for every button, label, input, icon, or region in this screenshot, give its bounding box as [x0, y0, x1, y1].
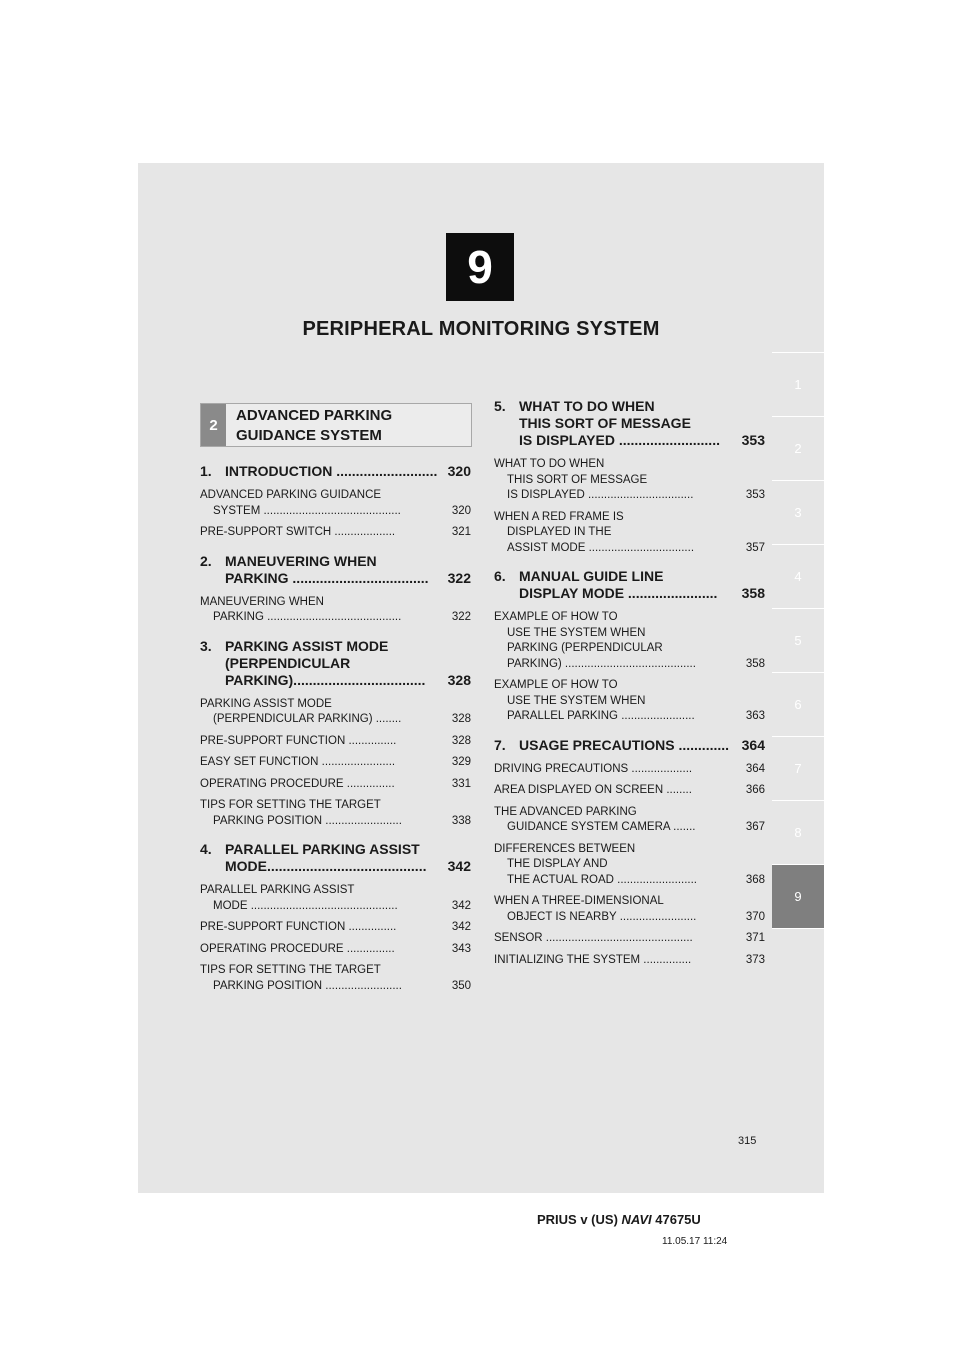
toc-page-number: 358: [741, 585, 765, 601]
toc-page-number: 320: [451, 504, 471, 517]
toc-left-column: [200, 463, 471, 994]
toc-entry[interactable]: [200, 697, 471, 728]
toc-page-number: 368: [745, 873, 765, 886]
toc-heading[interactable]: [200, 638, 471, 689]
toc-entry[interactable]: [200, 755, 471, 771]
section-title-line2: GUIDANCE SYSTEM: [236, 427, 382, 444]
side-tab-6[interactable]: 6: [772, 672, 824, 736]
toc-page-number: 343: [451, 942, 471, 955]
toc-entry[interactable]: [200, 777, 471, 793]
toc-page-number: 364: [741, 736, 765, 753]
toc-heading[interactable]: [494, 568, 765, 602]
toc-entry[interactable]: [494, 510, 765, 557]
toc-page-number: 364: [745, 762, 765, 775]
toc-entry-text: PRE-SUPPORT FUNCTION ...............: [200, 734, 397, 747]
toc-entry-text: OPERATING PROCEDURE ...............: [200, 777, 395, 790]
toc-entry[interactable]: [200, 525, 471, 541]
toc-heading-text: PARKING ASSIST MODE (PERPENDICULAR PARKING)..................................: [225, 637, 426, 688]
toc-page-number: 373: [745, 953, 765, 966]
toc-entry-text: THE ADVANCED PARKING GUIDANCE SYSTEM CAMERA .......: [494, 805, 696, 833]
toc-entry-text: WHEN A RED FRAME IS DISPLAYED IN THE ASSIST MODE .................................: [494, 510, 695, 554]
side-tab-8[interactable]: 8: [772, 800, 824, 864]
toc-heading-number: 7.: [494, 736, 506, 753]
toc-page-number: 367: [745, 821, 765, 833]
toc-entry-text: PRE-SUPPORT FUNCTION ...............: [200, 921, 397, 933]
toc-entry[interactable]: [200, 920, 471, 936]
toc-heading-number: 3.: [200, 637, 212, 654]
section-title-line1: ADVANCED PARKING: [236, 407, 393, 424]
footer-model: [537, 1212, 701, 1227]
toc-page-number: 371: [745, 932, 765, 944]
toc-entry-text: INITIALIZING THE SYSTEM ...............: [494, 953, 692, 966]
toc-entry[interactable]: [494, 842, 765, 889]
toc-entry-text: OPERATING PROCEDURE ...............: [200, 942, 395, 955]
section-number: 2: [201, 404, 226, 446]
toc-entry[interactable]: [200, 883, 471, 914]
side-tab-1[interactable]: 1: [772, 352, 824, 416]
footer-navi: NAVI: [621, 1212, 652, 1227]
toc-heading-number: 1.: [200, 463, 212, 479]
toc-page-number: 370: [745, 910, 765, 923]
toc-page-number: 320: [447, 463, 471, 479]
toc-entry-text: AREA DISPLAYED ON SCREEN ........: [494, 784, 692, 796]
toc-entry[interactable]: [200, 798, 471, 829]
toc-page-number: 350: [451, 979, 471, 992]
toc-entry[interactable]: [200, 488, 471, 519]
page-number: 315: [738, 1135, 757, 1147]
section-title: [236, 406, 392, 446]
toc-page-number: 353: [741, 432, 765, 448]
toc-page-number: 366: [745, 784, 765, 796]
toc-page-number: 329: [451, 756, 471, 768]
toc-entry-text: EXAMPLE OF HOW TO USE THE SYSTEM WHEN PARALLEL PARKING .......................: [494, 679, 695, 722]
toc-entry[interactable]: [494, 953, 765, 969]
toc-entry[interactable]: [200, 595, 471, 626]
toc-heading-number: 6.: [494, 568, 506, 584]
toc-heading-text: WHAT TO DO WHEN THIS SORT OF MESSAGE IS DISPLAYED ..........................: [519, 398, 720, 448]
toc-page-number: 328: [451, 713, 471, 725]
toc-heading-text: PARALLEL PARKING ASSIST MODE.........................................: [225, 841, 427, 874]
toc-heading[interactable]: [494, 737, 765, 754]
toc-entry-text: EASY SET FUNCTION .......................: [200, 756, 396, 768]
toc-entry[interactable]: [494, 457, 765, 504]
toc-page-number: 353: [745, 489, 765, 501]
toc-entry-text: DRIVING PRECAUTIONS ...................: [494, 762, 693, 775]
side-tab-2[interactable]: 2: [772, 416, 824, 480]
toc-page-number: 357: [745, 541, 765, 554]
toc-entry-text: TIPS FOR SETTING THE TARGET PARKING POSITION ........................: [200, 964, 402, 992]
side-tab-5[interactable]: 5: [772, 608, 824, 672]
section-header: [200, 403, 472, 447]
toc-entry-text: ADVANCED PARKING GUIDANCE SYSTEM ...........................................: [200, 489, 401, 517]
footer-code: 47675U: [655, 1212, 701, 1227]
toc-entry[interactable]: [494, 894, 765, 925]
toc-entry-text: WHEN A THREE-DIMENSIONAL OBJECT IS NEARBY ........................: [494, 895, 697, 923]
side-tab-7[interactable]: 7: [772, 736, 824, 800]
toc-entry[interactable]: [494, 610, 765, 672]
toc-page-number: 321: [451, 526, 471, 538]
toc-entry-text: SENSOR ..............................................: [494, 932, 693, 944]
toc-entry-text: WHAT TO DO WHEN THIS SORT OF MESSAGE IS DISPLAYED .................................: [494, 458, 694, 501]
chapter-number-box: 9: [446, 233, 514, 301]
toc-entry[interactable]: [200, 942, 471, 958]
toc-page-number: 322: [447, 569, 471, 586]
toc-heading[interactable]: [200, 463, 471, 480]
toc-heading-number: 2.: [200, 552, 212, 569]
side-tab-3[interactable]: 3: [772, 480, 824, 544]
toc-heading-text: MANEUVERING WHEN PARKING ...................................: [225, 552, 429, 586]
toc-page-number: 328: [451, 734, 471, 747]
toc-page-number: 342: [451, 899, 471, 912]
footer-model-name: PRIUS v (US): [537, 1212, 618, 1227]
toc-heading-text: MANUAL GUIDE LINE DISPLAY MODE .......................: [519, 568, 718, 601]
chapter-side-tabs: [772, 352, 824, 929]
toc-page-number: 331: [451, 777, 471, 790]
toc-entry-text: TIPS FOR SETTING THE TARGET PARKING POSITION ........................: [200, 799, 402, 827]
toc-entry-text: DIFFERENCES BETWEEN THE DISPLAY AND THE ACTUAL ROAD .........................: [494, 842, 697, 886]
toc-entry[interactable]: [494, 762, 765, 778]
toc-entry-text: PARALLEL PARKING ASSIST MODE ..............................................: [200, 884, 398, 912]
chapter-title: PERIPHERAL MONITORING SYSTEM: [302, 318, 660, 340]
side-tab-9[interactable]: 9: [772, 864, 824, 929]
toc-entry-text: PRE-SUPPORT SWITCH ...................: [200, 526, 396, 538]
toc-page-number: 342: [451, 921, 471, 933]
toc-right-column: [494, 398, 765, 968]
toc-heading[interactable]: [200, 553, 471, 587]
toc-page-number: 328: [447, 671, 471, 688]
toc-heading[interactable]: [200, 841, 471, 875]
toc-entry[interactable]: [494, 678, 765, 725]
toc-entry-text: PARKING ASSIST MODE (PERPENDICULAR PARKING) ........: [200, 697, 402, 725]
toc-page-number: 338: [451, 814, 471, 827]
toc-entry[interactable]: [494, 931, 765, 947]
toc-entry[interactable]: [200, 734, 471, 750]
toc-page-number: 358: [745, 657, 765, 670]
toc-heading-text: USAGE PRECAUTIONS .............: [519, 736, 730, 753]
toc-entry[interactable]: [200, 963, 471, 994]
toc-heading-number: 4.: [200, 841, 212, 857]
toc-heading-number: 5.: [494, 398, 506, 414]
toc-heading[interactable]: [494, 398, 765, 449]
toc-entry[interactable]: [494, 783, 765, 799]
toc-page-number: 322: [451, 611, 471, 623]
toc-page-number: 342: [447, 858, 471, 874]
footer-timestamp: 11.05.17 11:24: [662, 1236, 728, 1247]
toc-entry[interactable]: [494, 805, 765, 836]
toc-entry-text: MANEUVERING WHEN PARKING ..........................................: [200, 595, 402, 623]
toc-heading-text: INTRODUCTION ..........................: [225, 463, 438, 479]
side-tab-4[interactable]: 4: [772, 544, 824, 608]
toc-page-number: 363: [745, 710, 765, 722]
toc-entry-text: EXAMPLE OF HOW TO USE THE SYSTEM WHEN PARKING (PERPENDICULAR PARKING) .........................................: [494, 611, 696, 670]
